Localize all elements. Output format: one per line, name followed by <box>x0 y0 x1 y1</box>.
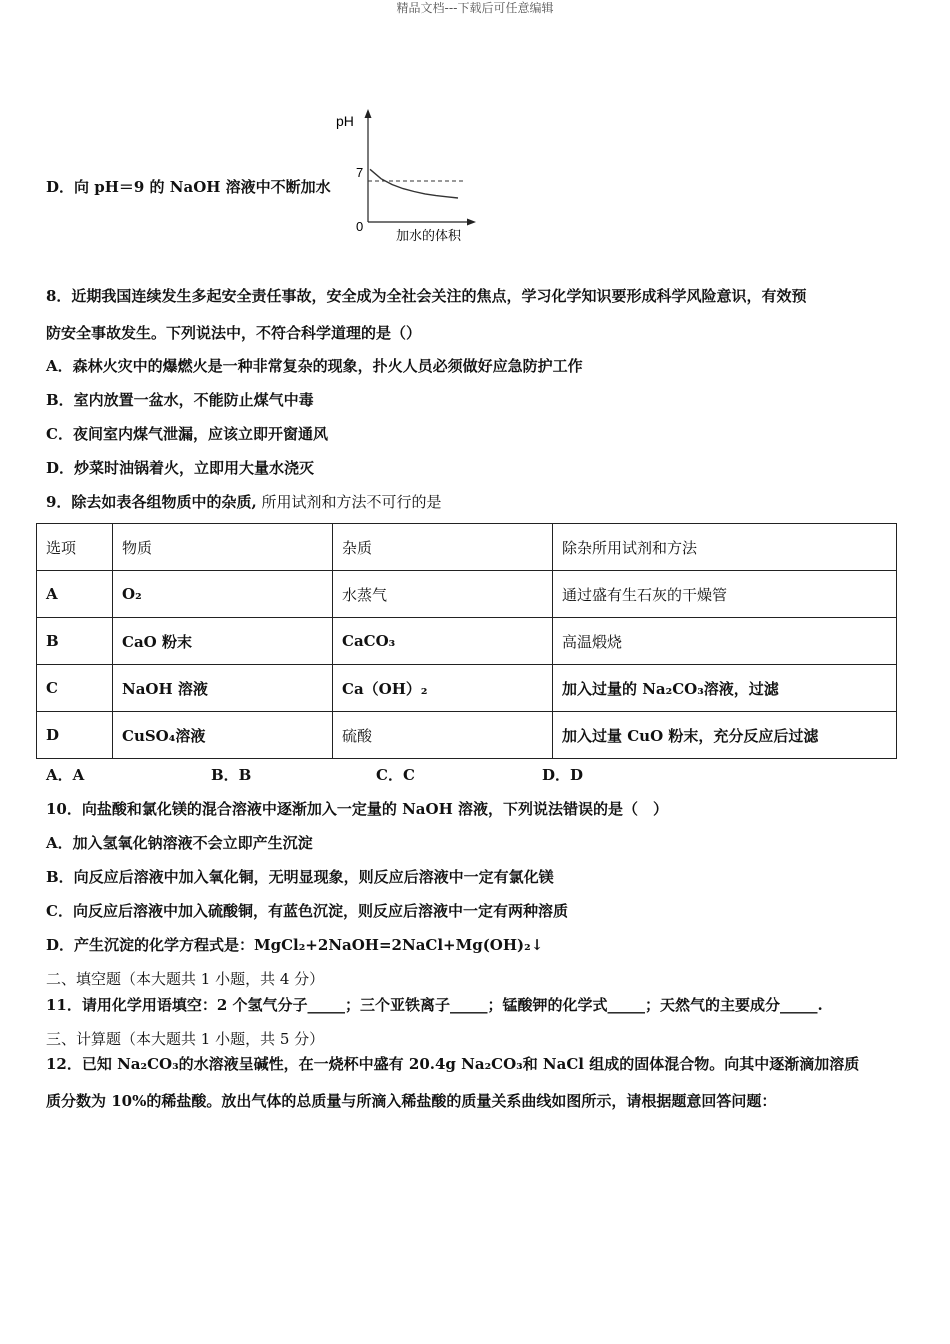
x-axis-label: 加水的体积 <box>396 229 462 244</box>
q10-option-d: D．产生沉淀的化学方程式是：MgCl₂+2NaOH=2NaCl+Mg(OH)₂↓ <box>46 936 544 954</box>
table-row <box>37 618 897 665</box>
q8-option-d: D．炒菜时油锅着火，立即用大量水浇灭 <box>46 459 315 477</box>
q9-option-b: B．B <box>211 766 252 784</box>
q10-option-a: A．加入氢氧化钠溶液不会立即产生沉淀 <box>46 834 313 852</box>
y-axis-label: pH <box>336 113 354 129</box>
cell-impurity: Ca（OH）₂ <box>333 665 553 712</box>
table-row <box>37 665 897 712</box>
cell-method: 高温煅烧 <box>553 618 897 665</box>
table-row <box>37 571 897 618</box>
q9-option-d: D．D <box>542 766 584 784</box>
table-row <box>37 712 897 759</box>
x-axis-arrow <box>467 219 476 226</box>
table-header-row <box>37 524 897 571</box>
q10-option-c: C．向反应后溶液中加入硫酸铜，有蓝色沉淀，则反应后溶液中一定有两种溶质 <box>46 902 568 920</box>
q11-text: 11．请用化学用语填空：2 个氢气分子_____；三个亚铁离子_____；锰酸钾的化学式_____；天然气的主要成分_____. <box>46 996 823 1014</box>
header-cell: 除杂所用试剂和方法 <box>553 524 897 571</box>
page-header: 精品文档---下载后可任意编辑 <box>396 1 554 15</box>
q8-option-c: C．夜间室内煤气泄漏，应该立即开窗通风 <box>46 425 328 443</box>
cell-substance: CuSO₄溶液 <box>113 712 333 759</box>
q9-stem <box>46 491 441 513</box>
cell-substance: NaOH 溶液 <box>113 665 333 712</box>
q10-stem: 10．向盐酸和氯化镁的混合溶液中逐渐加入一定量的 NaOH 溶液，下列说法错误的是（ ） <box>46 800 668 818</box>
q7-option-d: D．向 pH＝9 的 NaOH 溶液中不断加水 <box>46 178 331 196</box>
cell-substance: CaO 粉末 <box>113 618 333 665</box>
cell-method: 通过盛有生石灰的干燥管 <box>553 571 897 618</box>
cell-impurity: CaCO₃ <box>333 618 553 665</box>
cell-option: D <box>37 712 113 759</box>
ph-curve <box>370 169 458 198</box>
section-2-title: 二、填空题（本大题共 1 小题，共 4 分） <box>46 970 325 988</box>
q12-line1: 12．已知 Na₂CO₃的水溶液呈碱性，在一烧杯中盛有 20.4g Na₂CO₃和 NaCl 组成的固体混合物。向其中逐渐滴加溶质 <box>46 1055 860 1073</box>
cell-option: A <box>37 571 113 618</box>
cell-option: C <box>37 665 113 712</box>
ph-chart <box>330 104 480 244</box>
tick-label-7: 7 <box>356 165 364 180</box>
header-cell: 杂质 <box>333 524 553 571</box>
cell-method: 加入过量的 Na₂CO₃溶液，过滤 <box>553 665 897 712</box>
cell-method: 加入过量 CuO 粉末，充分反应后过滤 <box>553 712 897 759</box>
q8-option-a: A．森林火灾中的爆燃火是一种非常复杂的现象，扑火人员必须做好应急防护工作 <box>46 357 583 375</box>
q9-stem-bold: 9．除去如表各组物质中的杂质, <box>46 493 257 511</box>
cell-impurity: 硫酸 <box>333 712 553 759</box>
q9-table <box>36 523 897 759</box>
q8-option-b: B．室内放置一盆水，不能防止煤气中毒 <box>46 391 314 409</box>
q8-stem-line1: 8．近期我国连续发生多起安全责任事故，安全成为全社会关注的焦点，学习化学知识要形成科学风险意识，有效预 <box>46 287 807 305</box>
q9-option-c: C．C <box>376 766 415 784</box>
cell-substance: O₂ <box>113 571 333 618</box>
q10-option-b: B．向反应后溶液中加入氧化铜，无明显现象，则反应后溶液中一定有氯化镁 <box>46 868 554 886</box>
cell-option: B <box>37 618 113 665</box>
q8-stem-line2: 防安全事故发生。下列说法中，不符合科学道理的是（） <box>46 324 422 342</box>
tick-label-0: 0 <box>356 219 364 234</box>
cell-impurity: 水蒸气 <box>333 571 553 618</box>
q12-line2: 质分数为 10%的稀盐酸。放出气体的总质量与所滴入稀盐酸的质量关系曲线如图所示，请根据题意回答问题： <box>46 1092 777 1110</box>
y-axis-arrow <box>365 109 372 118</box>
section-3-title: 三、计算题（本大题共 1 小题，共 5 分） <box>46 1030 325 1048</box>
q9-option-a: A．A <box>46 766 85 784</box>
header-cell: 选项 <box>37 524 113 571</box>
q9-stem-normal: 所用试剂和方法不可行的是 <box>256 493 442 511</box>
header-cell: 物质 <box>113 524 333 571</box>
